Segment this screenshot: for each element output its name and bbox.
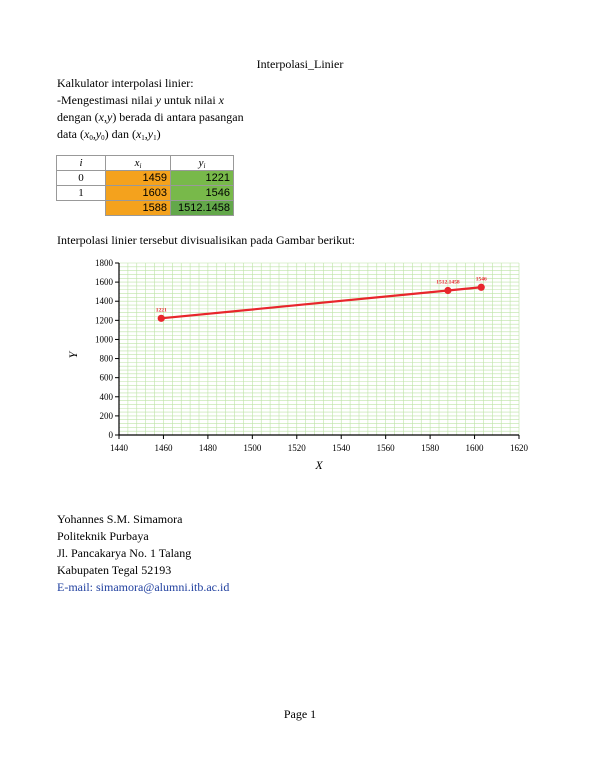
x-tick-label: 1580 bbox=[421, 443, 440, 453]
page-title: Interpolasi_Linier bbox=[256, 57, 344, 71]
intro-line-1: Kalkulator interpolasi linier: bbox=[57, 76, 194, 90]
contact-org: Politeknik Purbaya bbox=[57, 529, 149, 543]
table-header-row bbox=[57, 156, 234, 171]
x-tick-label: 1480 bbox=[198, 443, 217, 453]
contact-city: Kabupaten Tegal 52193 bbox=[57, 563, 172, 577]
x-axis-label: X bbox=[315, 458, 323, 472]
contact-email-link[interactable]: E-mail: simamora@alumni.itb.ac.id bbox=[57, 580, 230, 594]
interpolation-table bbox=[56, 155, 234, 216]
contact-address: Jl. Pancakarya No. 1 Talang bbox=[57, 546, 192, 560]
data-label: 1221 bbox=[155, 307, 167, 314]
y-tick-label: 1000 bbox=[95, 334, 113, 345]
data-label: 1546 bbox=[475, 276, 487, 283]
y-tick-label: 0 bbox=[108, 430, 113, 440]
data-label: 1512.1458 bbox=[436, 279, 460, 286]
result-y-output: 1512.1458 bbox=[171, 201, 234, 216]
chart-caption: Interpolasi linier tersebut divisualisikan pada Gambar berikut: bbox=[57, 233, 355, 247]
x-tick-label: 1620 bbox=[510, 443, 528, 453]
x-tick-label: 1540 bbox=[332, 443, 351, 453]
data-point bbox=[158, 315, 165, 322]
cell-y[interactable]: 1221 bbox=[171, 171, 234, 186]
x-tick-label: 1520 bbox=[287, 443, 306, 453]
result-x-input[interactable]: 1588 bbox=[106, 201, 171, 216]
y-tick-label: 400 bbox=[99, 391, 113, 402]
x-tick-label: 1500 bbox=[243, 443, 262, 453]
page-number: Page 1 bbox=[283, 707, 317, 721]
cell-x[interactable]: 1603 bbox=[106, 186, 171, 201]
table-row bbox=[57, 186, 234, 201]
intro-line-2: -Mengestimasi nilai y untuk nilai x bbox=[57, 93, 224, 107]
intro-line-3: dengan (x,y) berada di antara pasangan bbox=[57, 110, 244, 124]
x-tick-label: 1440 bbox=[110, 443, 128, 453]
header-i: i bbox=[57, 156, 106, 171]
cell-x[interactable]: 1459 bbox=[106, 171, 171, 186]
contact-name: Yohannes S.M. Simamora bbox=[57, 512, 183, 526]
cell-i: 0 bbox=[57, 171, 106, 186]
cell-y[interactable]: 1546 bbox=[171, 186, 234, 201]
interpolation-chart bbox=[60, 255, 540, 475]
x-tick-label: 1560 bbox=[376, 443, 395, 453]
chart-series bbox=[156, 276, 487, 322]
data-point bbox=[444, 287, 451, 294]
y-tick-label: 1800 bbox=[95, 258, 113, 268]
intro-line-4: data $(x_0,y_0)$ dan $(x_1,y_1)$ bbox=[57, 127, 161, 142]
x-tick-label: 1460 bbox=[154, 443, 173, 453]
y-tick-label: 600 bbox=[99, 372, 113, 383]
x-tick-label: 1600 bbox=[465, 443, 484, 453]
y-tick-label: 200 bbox=[99, 410, 113, 421]
cell-i: 1 bbox=[57, 186, 106, 201]
table-row bbox=[57, 171, 234, 186]
result-row bbox=[57, 201, 234, 216]
header-y: $y_i$ bbox=[171, 156, 234, 171]
cell-empty bbox=[57, 201, 106, 216]
y-tick-label: 1200 bbox=[95, 315, 113, 326]
data-point bbox=[478, 284, 485, 291]
y-tick-label: 1600 bbox=[95, 277, 113, 288]
header-x: $x_i$ bbox=[106, 156, 171, 171]
y-axis-label: Y bbox=[66, 351, 80, 359]
y-tick-label: 1400 bbox=[95, 296, 113, 307]
contact-block bbox=[57, 511, 229, 596]
series-line bbox=[161, 287, 481, 318]
y-tick-label: 800 bbox=[99, 353, 113, 364]
intro-text bbox=[57, 75, 244, 147]
